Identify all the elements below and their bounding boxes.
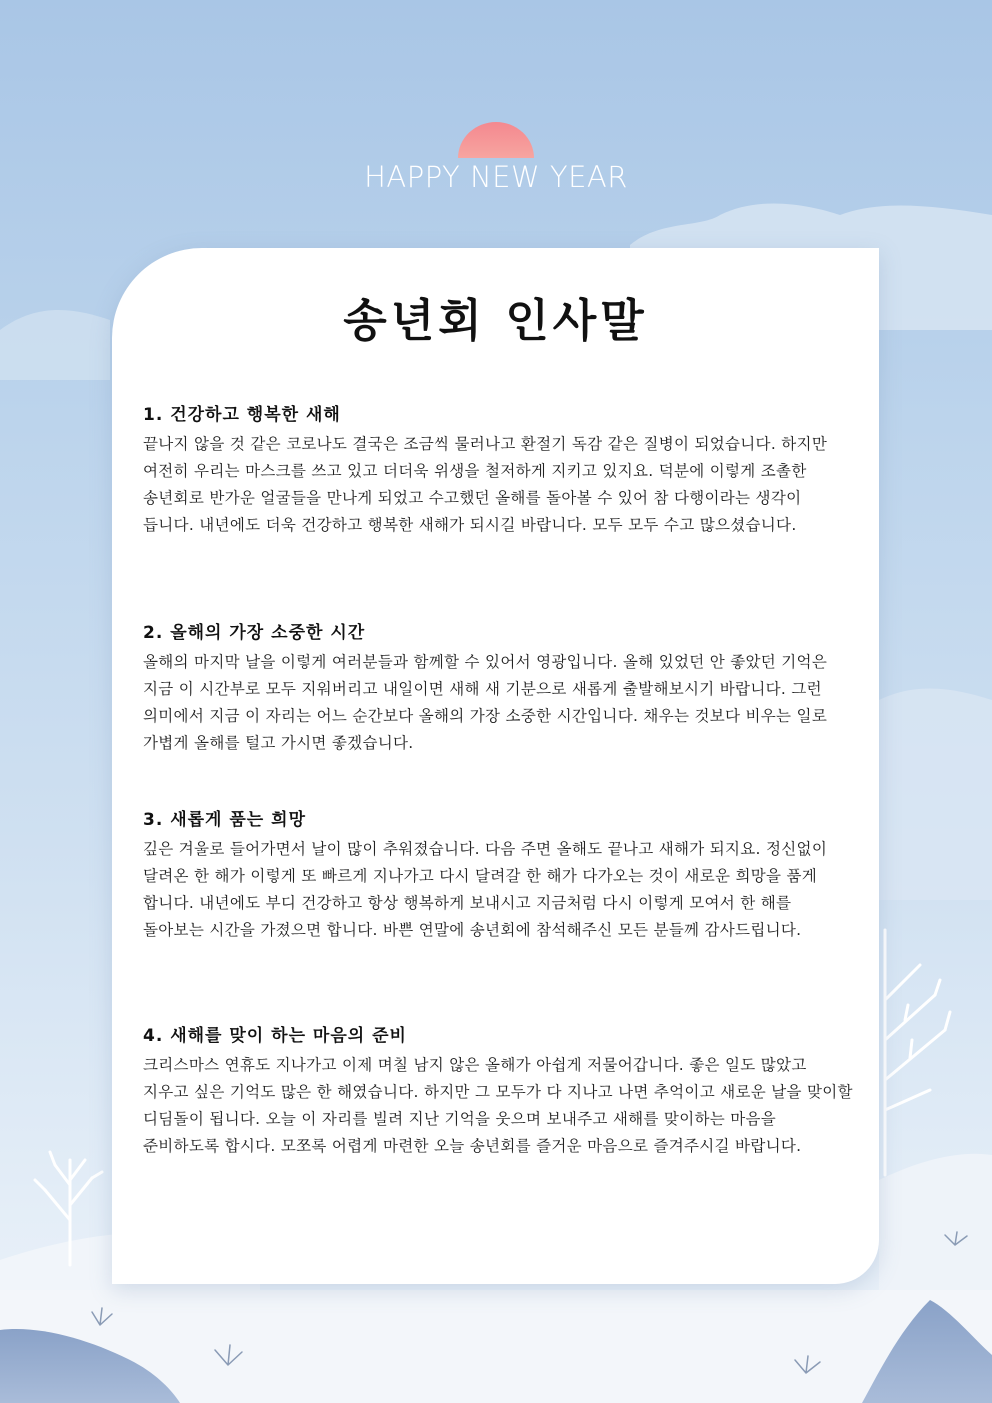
section-body: 올해의 마지막 날을 이렇게 여러분들과 함께할 수 있어서 영광입니다. 올해 있었던 안 좋았던 기억은 지금 이 시간부로 모두 지워버리고 내일이면 새해 새 기분으로 새롭게 출발해보시기 바랍니다. 그런 의미에서 지금 이 자리는 어느 순간보다 올해의 가장 소중한 시간입니다. 채우는 것보다 비우는 일로 가볍게 올해를 털고 가시면 좋겠습니다. xyxy=(143,653,828,752)
section-3 xyxy=(143,805,853,944)
section-body: 깊은 겨울로 들어가면서 날이 많이 추워졌습니다. 다음 주면 올해도 끝나고 새해가 되지요. 정신없이 달려온 한 해가 이렇게 또 빠르게 지나가고 다시 달려갈 한 해가 다가오는 것이 새로운 희망을 품게 합니다. 내년에도 부디 건강하고 항상 행복하게 보내시고 지금처럼 다시 이렇게 모여서 한 해를 돌아보는 시간을 가졌으면 합니다. 바쁜 연말에 송년회에 참석해주신 모든 분들께 감사드립니다. xyxy=(143,840,828,939)
section-heading: 1. 건강하고 행복한 새해 xyxy=(143,405,341,425)
section-1 xyxy=(143,400,853,539)
happy-new-year-tagline: HAPPY NEW YEAR xyxy=(364,160,628,194)
section-heading: 2. 올해의 가장 소중한 시간 xyxy=(143,623,366,643)
section-heading: 3. 새롭게 품는 희망 xyxy=(143,810,306,830)
page-title: 송년회 인사말 xyxy=(343,294,648,347)
section-2 xyxy=(143,618,853,757)
letter-card xyxy=(112,248,879,1284)
section-body: 크리스마스 연휴도 지나가고 이제 며칠 남지 않은 올해가 아쉽게 저물어갑니다. 좋은 일도 많았고 지우고 싶은 기억도 많은 한 해였습니다. 하지만 그 모두가 다 지나고 나면 추억이고 새로운 날을 맞이할 디딤돌이 됩니다. 오늘 이 자리를 빌려 지난 기억을 웃으며 보내주고 새해를 맞이하는 마음을 준비하도록 합시다. 모쪼록 어렵게 마련한 오늘 송년회를 즐거운 마음으로 즐겨주시길 바랍니다. xyxy=(143,1056,853,1155)
section-4 xyxy=(143,1021,853,1160)
sun-icon xyxy=(458,122,534,158)
section-heading: 4. 새해를 맞이 하는 마음의 준비 xyxy=(143,1026,407,1046)
section-body: 끝나지 않을 것 같은 코로나도 결국은 조금씩 물러나고 환절기 독감 같은 질병이 되었습니다. 하지만 여전히 우리는 마스크를 쓰고 있고 더더욱 위생을 철저하게 지키고 있지요. 덕분에 이렇게 조촐한 송년회로 반가운 얼굴들을 만나게 되었고 수고했던 올해를 돌아볼 수 있어 참 다행이라는 생각이 듭니다. 내년에도 더욱 건강하고 행복한 새해가 되시길 바랍니다. 모두 모두 수고 많으셨습니다. xyxy=(143,435,828,534)
tree-right-icon xyxy=(885,930,950,1175)
